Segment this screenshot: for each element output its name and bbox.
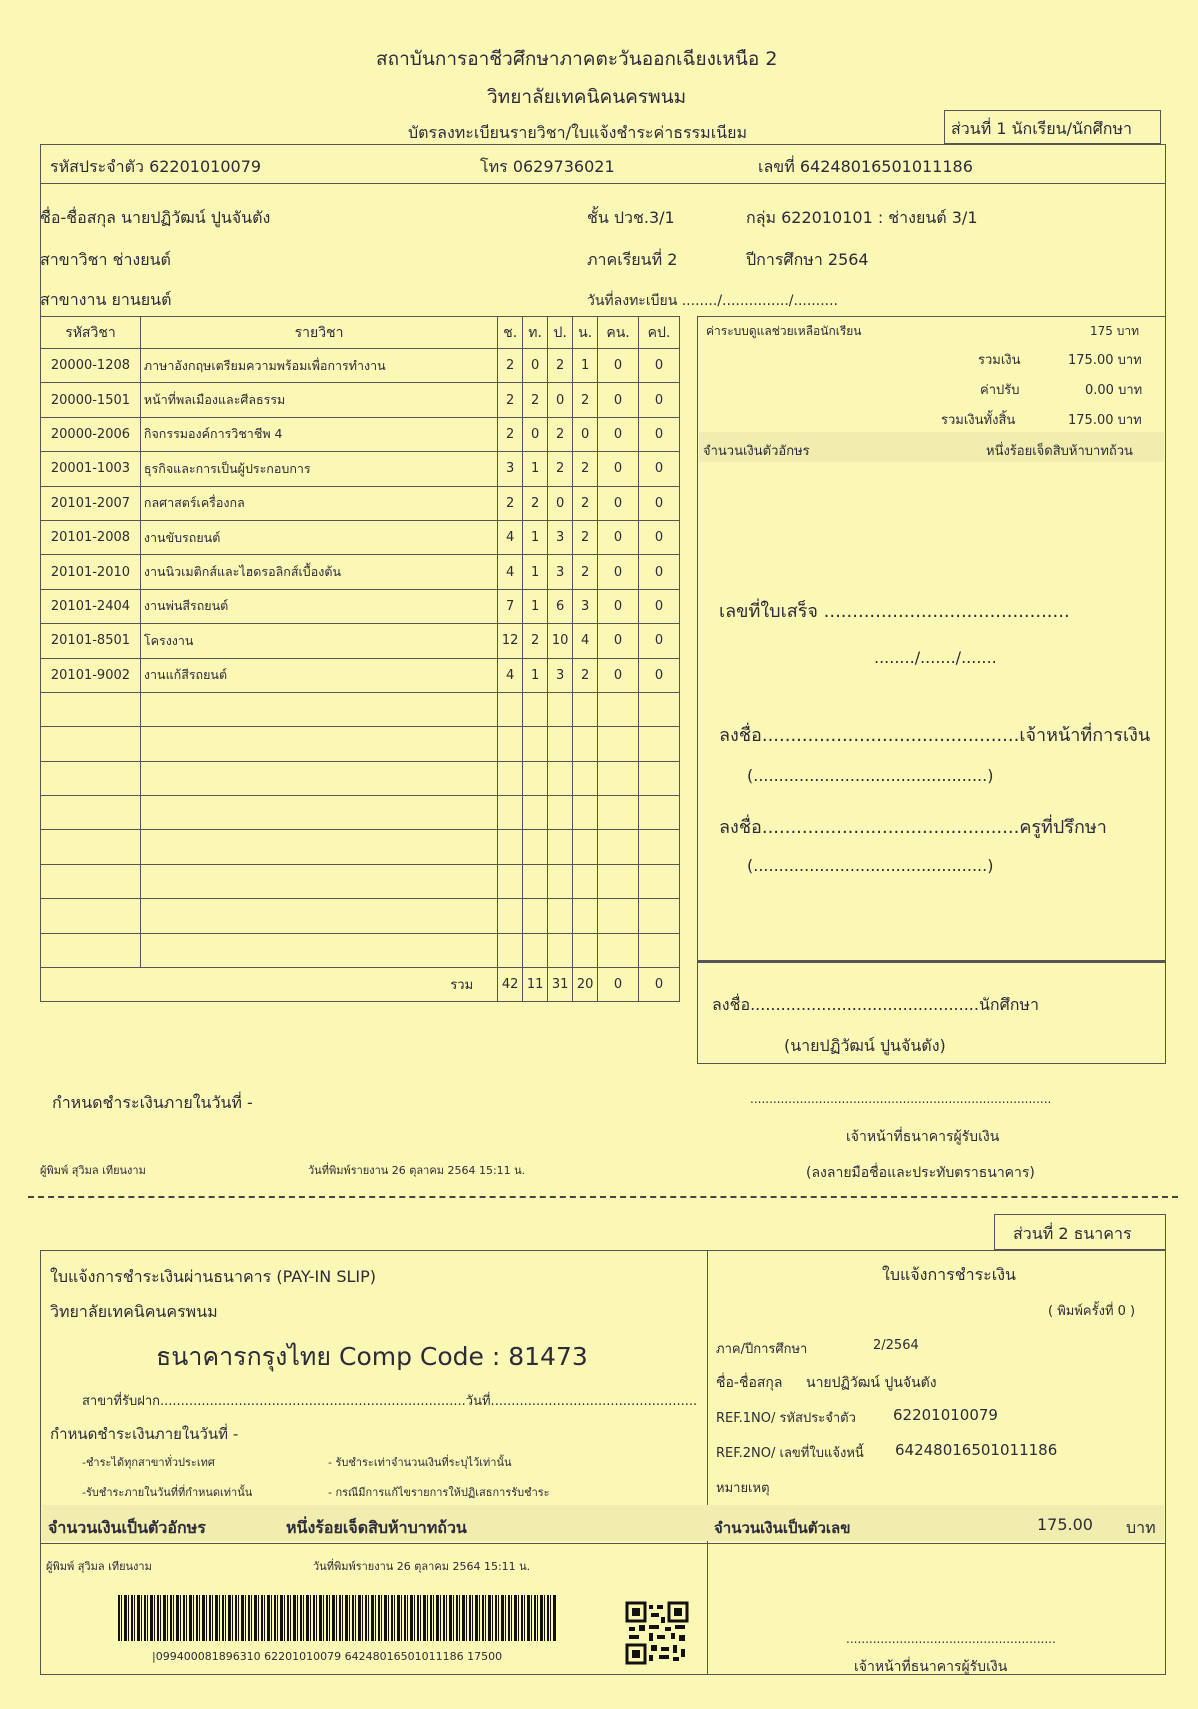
bank-officer-label: เจ้าหน้าที่ธนาคารผู้รับเงิน [846, 1129, 1000, 1145]
course-code: 20001-1003 [41, 452, 141, 486]
course-value: 0 [639, 555, 680, 589]
course-code [41, 899, 141, 933]
course-value: 2 [573, 658, 598, 692]
sum-value: 175.00 บาท [1068, 353, 1142, 368]
barcode-text: |099400081896310 62201010079 64248016501011186 17500 [152, 1650, 503, 1663]
course-name [140, 830, 497, 864]
course-value: 2 [573, 452, 598, 486]
course-value [598, 830, 639, 864]
course-value [523, 761, 548, 795]
course-value: 1 [523, 589, 548, 623]
course-value: 6 [548, 589, 573, 623]
course-value [498, 933, 523, 967]
academic-year: ปีการศึกษา 2564 [746, 250, 869, 269]
course-value: 4 [498, 555, 523, 589]
course-value [573, 727, 598, 761]
course-value [639, 727, 680, 761]
course-value: 12 [498, 624, 523, 658]
student-sign-name: (นายปฏิวัฒน์ ปูนจันตัง) [784, 1036, 946, 1055]
course-value: 0 [598, 589, 639, 623]
fee-item-amount: 175 บาท [1090, 324, 1139, 338]
name-value: นายปฏิวัฒน์ ปูนจันตัง [806, 1375, 937, 1391]
course-code: 20000-1501 [41, 383, 141, 417]
course-value [573, 692, 598, 726]
course-name [140, 761, 497, 795]
total-units: 20 [573, 968, 598, 1002]
fine-value: 0.00 บาท [1085, 383, 1143, 398]
course-value [598, 727, 639, 761]
student-field: สาขางาน ยานยนต์ [40, 290, 172, 309]
course-name [140, 864, 497, 898]
course-value: 3 [573, 589, 598, 623]
course-name: งานขับรถยนต์ [140, 520, 497, 554]
course-value [598, 692, 639, 726]
col-header-units: น. [573, 317, 598, 349]
total-label: รวม [41, 968, 498, 1002]
course-value: 2 [498, 417, 523, 451]
slip-note-3: -รับชำระภายในวันที่ที่กำหนดเท่านั้น [82, 1486, 253, 1499]
slip-bank-officer: เจ้าหน้าที่ธนาคารผู้รับเงิน [854, 1659, 1008, 1675]
col-header-code: รหัสวิชา [41, 317, 141, 349]
course-name: กิจกรรมองค์การวิชาชีพ 4 [140, 417, 497, 451]
course-value: 0 [639, 658, 680, 692]
student-id: รหัสประจำตัว 62201010079 [50, 157, 262, 176]
course-value: 0 [598, 520, 639, 554]
course-row-blank [41, 864, 680, 898]
course-value [573, 899, 598, 933]
fine-label: ค่าปรับ [980, 383, 1020, 398]
course-value: 0 [598, 555, 639, 589]
col-header-kn: คน. [598, 317, 639, 349]
course-value: 0 [598, 383, 639, 417]
invoice-number: เลขที่ 64248016501011186 [758, 157, 973, 176]
course-value [548, 692, 573, 726]
amount-number-value: 175.00 [1037, 1515, 1093, 1534]
course-value [498, 692, 523, 726]
course-value [639, 796, 680, 830]
course-value: 7 [498, 589, 523, 623]
branch-line: สาขาที่รับฝาก..........................................................................วันที่.................................................. [82, 1394, 698, 1409]
course-name [140, 899, 497, 933]
grand-total-value: 175.00 บาท [1068, 413, 1142, 428]
course-value: 3 [548, 555, 573, 589]
course-code [41, 727, 141, 761]
course-value: 0 [598, 624, 639, 658]
course-value: 1 [523, 555, 548, 589]
receipt-date: ......../......./....... [874, 648, 997, 667]
total-practice: 31 [548, 968, 573, 1002]
course-value: 10 [548, 624, 573, 658]
col-header-practice: ป. [548, 317, 573, 349]
course-value: 4 [573, 624, 598, 658]
course-value [639, 761, 680, 795]
course-value [573, 864, 598, 898]
course-value: 2 [498, 486, 523, 520]
course-code: 20101-2008 [41, 520, 141, 554]
course-value: 0 [598, 486, 639, 520]
course-value: 4 [498, 658, 523, 692]
institute-title: สถาบันการอาชีวศึกษาภาคตะวันออกเฉียงเหนือ 2 [376, 48, 778, 70]
course-name [140, 727, 497, 761]
form-title: บัตรลงทะเบียนรายวิชา/ใบแจ้งชำระค่าธรรมเนียม [408, 123, 748, 142]
col-header-kp: คป. [639, 317, 680, 349]
course-name: ภาษาอังกฤษเตรียมความพร้อมเพื่อการทำงาน [140, 349, 497, 383]
sum-label: รวมเงิน [978, 353, 1021, 368]
course-value: 0 [639, 520, 680, 554]
course-value [548, 899, 573, 933]
slip-printer-name: ผู้พิมพ์ สุวิมล เทียนงาม [46, 1560, 152, 1573]
course-value [573, 830, 598, 864]
course-code [41, 692, 141, 726]
course-value: 2 [573, 520, 598, 554]
course-value: 1 [523, 452, 548, 486]
course-value [598, 899, 639, 933]
course-value: 0 [639, 452, 680, 486]
course-value: 1 [573, 349, 598, 383]
course-code [41, 761, 141, 795]
course-row [41, 624, 680, 658]
course-value [523, 933, 548, 967]
course-value: 0 [523, 349, 548, 383]
course-value [523, 692, 548, 726]
course-value [498, 899, 523, 933]
student-name: ชื่อ-ชื่อสกุล นายปฏิวัฒน์ ปูนจันตัง [40, 208, 271, 227]
amount-words-label: จำนวนเงินตัวอักษร [703, 444, 810, 459]
course-value [598, 933, 639, 967]
ref1-value: 62201010079 [893, 1406, 998, 1424]
course-value: 0 [548, 486, 573, 520]
col-header-name: รายวิชา [140, 317, 497, 349]
amount-number-label: จำนวนเงินเป็นตัวเลข [714, 1519, 851, 1537]
course-value: 2 [498, 383, 523, 417]
slip-amount-words-label: จำนวนเงินเป็นตัวอักษร [48, 1518, 206, 1537]
course-value [639, 692, 680, 726]
course-total-row [41, 968, 680, 1002]
term-label: ภาค/ปีการศึกษา [716, 1342, 808, 1357]
course-value: 0 [598, 417, 639, 451]
course-value: 2 [523, 486, 548, 520]
col-header-theory: ท. [523, 317, 548, 349]
course-value: 2 [523, 383, 548, 417]
course-name: ธุรกิจและการเป็นผู้ประกอบการ [140, 452, 497, 486]
course-value: 1 [523, 658, 548, 692]
course-row-blank [41, 761, 680, 795]
course-value [573, 796, 598, 830]
receipt-number: เลขที่ใบเสร็จ ........................................... [719, 601, 1070, 622]
bank-sign-line: ............................................................................... [750, 1092, 1052, 1106]
slip-note-1: -ชำระได้ทุกสาขาทั่วประเทศ [82, 1456, 215, 1469]
course-value: 0 [573, 417, 598, 451]
course-value: 0 [639, 624, 680, 658]
course-value [598, 864, 639, 898]
course-value: 0 [639, 486, 680, 520]
course-value: 0 [639, 417, 680, 451]
course-row-blank [41, 796, 680, 830]
course-row [41, 555, 680, 589]
course-name: งานนิวเมติกส์และไฮดรอลิกส์เบื้องต้น [140, 555, 497, 589]
ref2-value: 64248016501011186 [895, 1441, 1058, 1459]
advisor-signature: ลงชื่อ.............................................ครูที่ปรึกษา [719, 817, 1107, 838]
total-credit: 42 [498, 968, 523, 1002]
amount-words-value: หนึ่งร้อยเจ็ดสิบห้าบาทถ้วน [986, 444, 1133, 459]
course-value: 4 [498, 520, 523, 554]
course-value [523, 727, 548, 761]
course-value [498, 864, 523, 898]
bank-comp-code: ธนาคารกรุงไทย Comp Code : 81473 [156, 1342, 588, 1371]
course-table [40, 316, 680, 1002]
due-date: กำหนดชำระเงินภายในวันที่ - [52, 1093, 253, 1112]
course-value: 2 [498, 349, 523, 383]
name-label: ชื่อ-ชื่อสกุล [716, 1375, 783, 1391]
course-row-blank [41, 830, 680, 864]
course-value [523, 864, 548, 898]
grand-total-label: รวมเงินทั้งสิ้น [941, 413, 1016, 428]
amount-unit: บาท [1126, 1518, 1156, 1537]
course-value: 0 [598, 349, 639, 383]
course-value [498, 727, 523, 761]
course-value [548, 864, 573, 898]
course-value [548, 727, 573, 761]
total-kn: 0 [598, 968, 639, 1002]
bank-stamp-note: (ลงลายมือชื่อและประทับตราธนาคาร) [806, 1165, 1035, 1181]
course-row-blank [41, 727, 680, 761]
student-major: สาขาวิชา ช่างยนต์ [40, 250, 171, 269]
register-date: วันที่ลงทะเบียน ......../.............../.......... [587, 293, 839, 309]
course-row [41, 589, 680, 623]
slip-college: วิทยาลัยเทคนิคนครพนม [50, 1302, 218, 1321]
course-code: 20000-1208 [41, 349, 141, 383]
course-row [41, 383, 680, 417]
course-row [41, 658, 680, 692]
course-value [498, 830, 523, 864]
course-value: 3 [498, 452, 523, 486]
student-group: กลุ่ม 622010101 : ช่างยนต์ 3/1 [746, 208, 978, 227]
course-name: กลศาสตร์เครื่องกล [140, 486, 497, 520]
course-value: 0 [598, 452, 639, 486]
ref1-label: REF.1NO/ รหัสประจำตัว [716, 1411, 856, 1426]
total-kp: 0 [639, 968, 680, 1002]
course-code: 20101-9002 [41, 658, 141, 692]
course-value [598, 796, 639, 830]
course-value: 2 [548, 452, 573, 486]
slip-words-shade [42, 1505, 1164, 1541]
college-title: วิทยาลัยเทคนิคนครพนม [487, 86, 687, 108]
course-value: 0 [523, 417, 548, 451]
course-value [639, 830, 680, 864]
course-row [41, 486, 680, 520]
course-code: 20101-2010 [41, 555, 141, 589]
course-value: 0 [639, 349, 680, 383]
course-name: งานพ่นสีรถยนต์ [140, 589, 497, 623]
course-value: 2 [548, 417, 573, 451]
course-name: งานแก้สีรถยนต์ [140, 658, 497, 692]
slip-title: ใบแจ้งการชำระเงินผ่านธนาคาร (PAY-IN SLIP) [50, 1267, 377, 1286]
student-signature: ลงชื่อ.............................................นักศึกษา [712, 995, 1039, 1014]
barcode [118, 1595, 556, 1641]
finance-signature: ลงชื่อ.............................................เจ้าหน้าที่การเงิน [719, 725, 1151, 746]
col-header-credit: ช. [498, 317, 523, 349]
course-code: 20101-2007 [41, 486, 141, 520]
course-value: 2 [573, 555, 598, 589]
course-row [41, 349, 680, 383]
course-row [41, 452, 680, 486]
printer-name: ผู้พิมพ์ สุวิมล เทียนงาม [40, 1164, 146, 1177]
course-value: 2 [573, 486, 598, 520]
course-value [573, 933, 598, 967]
course-code [41, 796, 141, 830]
course-value [498, 761, 523, 795]
course-name [140, 692, 497, 726]
course-value: 2 [548, 349, 573, 383]
student-level: ชั้น ปวช.3/1 [587, 208, 675, 227]
course-value [548, 761, 573, 795]
slip-note-2: - รับชำระเท่าจำนวนเงินที่ระบุไว้เท่านั้น [328, 1456, 512, 1469]
part2-label: ส่วนที่ 2 ธนาคาร [1013, 1224, 1132, 1243]
course-name [140, 796, 497, 830]
course-name: โครงงาน [140, 624, 497, 658]
course-value [598, 761, 639, 795]
term-value: 2/2564 [873, 1338, 919, 1353]
course-name: หน้าที่พลเมืองและศีลธรรม [140, 383, 497, 417]
course-value [523, 796, 548, 830]
total-theory: 11 [523, 968, 548, 1002]
right-slip-title: ใบแจ้งการชำระเงิน [882, 1265, 1016, 1284]
course-code [41, 933, 141, 967]
course-code: 20000-2006 [41, 417, 141, 451]
course-value [498, 796, 523, 830]
course-value: 2 [523, 624, 548, 658]
course-code: 20101-2404 [41, 589, 141, 623]
course-value: 0 [639, 383, 680, 417]
cut-line [28, 1196, 1178, 1198]
remark-label: หมายเหตุ [716, 1481, 770, 1496]
fee-item-label: ค่าระบบดูแลช่วยเหลือนักเรียน [706, 324, 862, 338]
slip-note-4: - กรณีมีการแก้ไขรายการให้ปฏิเสธการรับชำระ [328, 1486, 550, 1499]
course-row-blank [41, 899, 680, 933]
qr-code-icon [625, 1601, 689, 1665]
finance-name-line: (..............................................) [747, 766, 994, 785]
student-phone: โทร 0629736021 [480, 157, 615, 176]
course-value [523, 830, 548, 864]
course-value: 0 [639, 589, 680, 623]
course-code [41, 864, 141, 898]
course-code [41, 830, 141, 864]
course-value: 1 [523, 520, 548, 554]
course-value: 0 [548, 383, 573, 417]
course-row [41, 520, 680, 554]
course-code: 20101-8501 [41, 624, 141, 658]
print-count: ( พิมพ์ครั้งที่ 0 ) [1048, 1304, 1136, 1319]
course-value [639, 864, 680, 898]
slip-words-divider [40, 1543, 1166, 1544]
course-value: 2 [573, 383, 598, 417]
ref2-label: REF.2NO/ เลขที่ใบแจ้งหนี้ [716, 1446, 864, 1461]
course-value [639, 899, 680, 933]
slip-print-date: วันที่พิมพ์รายงาน 26 ตุลาคม 2564 15:11 น. [313, 1560, 531, 1573]
advisor-name-line: (..............................................) [747, 856, 994, 875]
semester: ภาคเรียนที่ 2 [587, 250, 678, 269]
course-value [548, 796, 573, 830]
course-row-blank [41, 692, 680, 726]
slip-bank-sign-line: ....................................................... [846, 1632, 1056, 1646]
course-value [523, 899, 548, 933]
slip-due-date: กำหนดชำระเงินภายในวันที่ - [50, 1425, 239, 1443]
course-row-blank [41, 933, 680, 967]
course-name [140, 933, 497, 967]
course-value [573, 761, 598, 795]
course-value [548, 933, 573, 967]
course-value: 3 [548, 520, 573, 554]
print-date: วันที่พิมพ์รายงาน 26 ตุลาคม 2564 15:11 น. [308, 1164, 526, 1177]
course-value [548, 830, 573, 864]
course-row [41, 417, 680, 451]
course-value [639, 933, 680, 967]
slip-amount-words-value: หนึ่งร้อยเจ็ดสิบห้าบาทถ้วน [286, 1518, 467, 1537]
course-table-header [41, 317, 680, 349]
part1-label: ส่วนที่ 1 นักเรียน/นักศึกษา [951, 119, 1132, 138]
course-value: 3 [548, 658, 573, 692]
course-value: 0 [598, 658, 639, 692]
